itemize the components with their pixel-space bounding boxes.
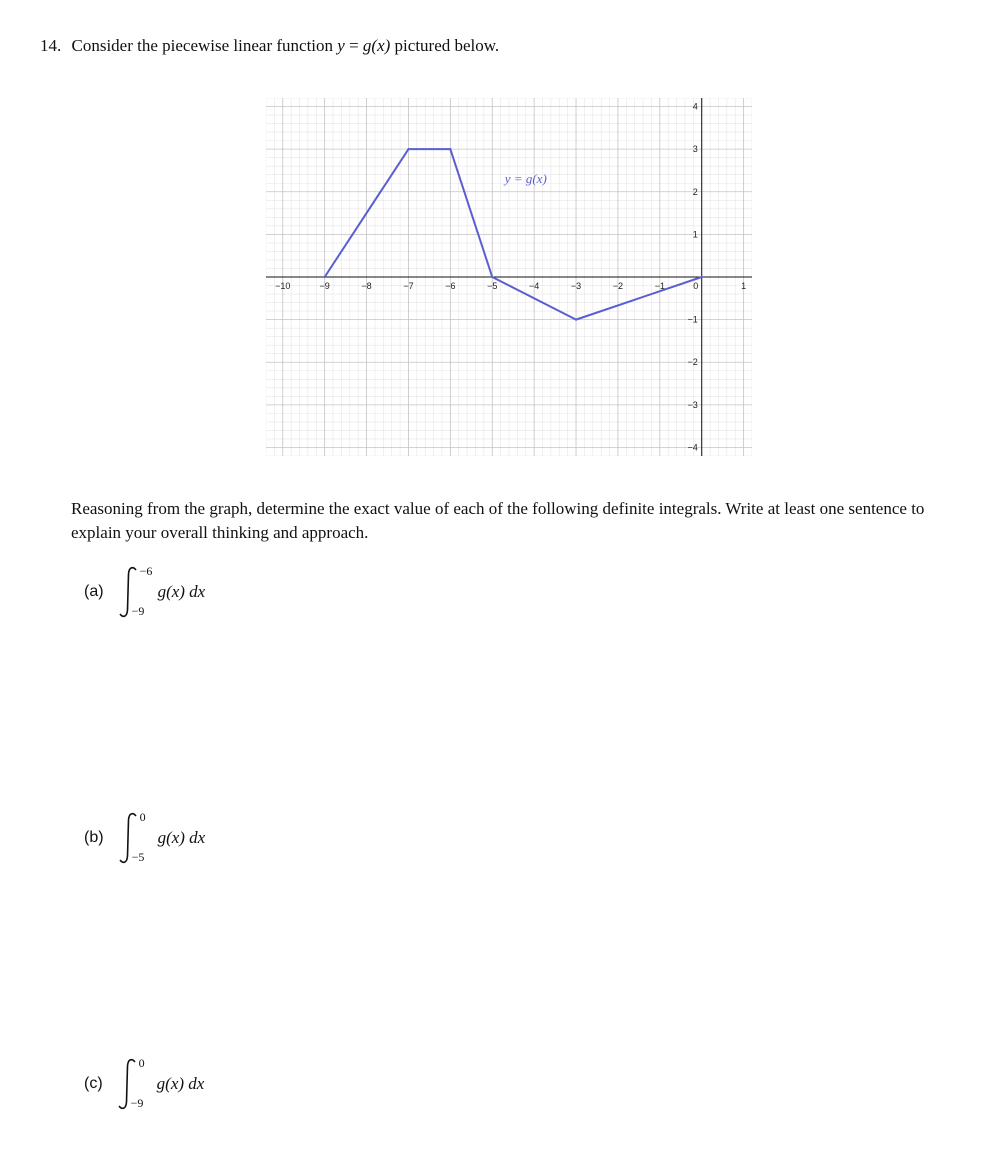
function-label: y = g(x) — [504, 171, 547, 187]
x-tick-label: −7 — [403, 281, 414, 291]
series-vertex — [407, 148, 409, 150]
upper-limit: 0 — [138, 1056, 145, 1070]
integral-sign — [117, 1056, 147, 1112]
equation-equals: = — [349, 36, 359, 55]
x-tick-label: −5 — [487, 281, 498, 291]
problem-statement — [40, 36, 499, 56]
graph-canvas — [266, 98, 752, 456]
part-b — [84, 810, 205, 866]
x-tick-label: −6 — [445, 281, 456, 291]
integrand: g(x) dx — [157, 828, 206, 847]
integrand: g(x) dx — [156, 1074, 205, 1093]
part-label: (c) — [84, 1075, 103, 1092]
part-label: (a) — [84, 583, 104, 600]
integrand: g(x) dx — [157, 582, 206, 601]
lower-limit: −5 — [131, 850, 145, 864]
x-tick-label: −2 — [612, 281, 624, 291]
x-tick-label: −3 — [570, 281, 582, 291]
part-c — [84, 1056, 204, 1112]
series-vertex — [491, 276, 493, 278]
y-tick-label: 2 — [692, 186, 698, 197]
lower-limit: −9 — [131, 604, 145, 618]
equation-lhs: y — [337, 36, 345, 55]
function-graph — [266, 98, 752, 456]
x-tick-label: −4 — [529, 281, 540, 291]
y-tick-label: 1 — [692, 229, 698, 240]
integral-sign — [118, 564, 153, 620]
x-tick-label: −10 — [275, 281, 291, 291]
part-a — [84, 564, 205, 620]
y-tick-label: 3 — [692, 144, 698, 155]
problem-number: 14. — [40, 36, 62, 55]
upper-limit: −6 — [139, 564, 153, 578]
problem-text-after: pictured below. — [394, 36, 500, 55]
x-tick-label: −8 — [361, 281, 372, 291]
x-tick-label: 1 — [741, 281, 747, 291]
lower-limit: −9 — [130, 1096, 144, 1110]
part-label: (b) — [84, 829, 104, 846]
upper-limit: 0 — [139, 810, 146, 824]
series-vertex — [449, 148, 451, 150]
x-tick-label: −1 — [654, 281, 665, 291]
y-tick-label: −1 — [687, 314, 698, 325]
x-tick-label: 0 — [693, 281, 699, 291]
x-tick-label: −9 — [319, 281, 330, 291]
y-tick-label: −2 — [687, 357, 698, 368]
y-tick-label: 4 — [692, 101, 698, 112]
y-tick-label: −3 — [687, 399, 698, 410]
problem-text-before: Consider the piecewise linear function — [71, 36, 334, 55]
series-vertex — [701, 276, 703, 278]
y-tick-label: −4 — [687, 442, 698, 453]
series-vertex — [575, 319, 577, 321]
series-vertex — [324, 276, 326, 278]
instructions-text: Reasoning from the graph, determine the exact value of each of the following definite integrals. Write at least one sentence to explain your overall thinking and approach. — [71, 499, 925, 542]
integral-sign — [118, 810, 148, 866]
equation-rhs: g(x) — [362, 36, 391, 55]
